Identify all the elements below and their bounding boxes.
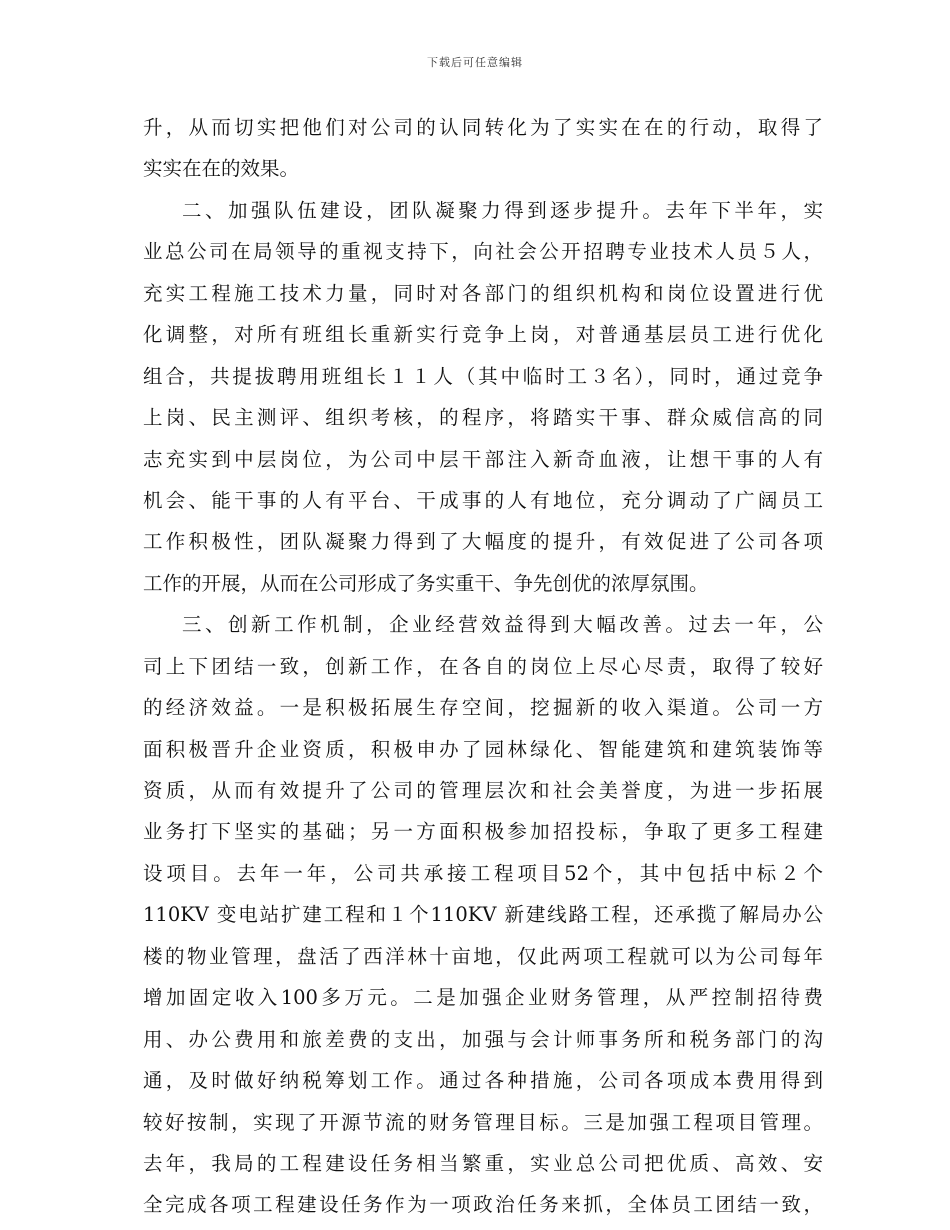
text-line: 较好按制，实现了开源节流的财务管理目标。三是加强工程项目管理。 bbox=[143, 1110, 823, 1134]
text-line: 增加固定收入100多万元。二是加强企业财务管理，从严控制招待费 bbox=[143, 986, 823, 1010]
text-line: 通，及时做好纳税筹划工作。通过各种措施，公司各项成本费用得到 bbox=[143, 1069, 823, 1093]
text-line: 工作积极性，团队凝聚力得到了大幅度的提升，有效促进了公司各项 bbox=[143, 530, 823, 554]
text-line: 升，从而切实把他们对公司的认同转化为了实实在在的行动，取得了 bbox=[143, 116, 823, 139]
paragraph-1 bbox=[143, 107, 823, 190]
text-line: 三、创新工作机制，企业经营效益得到大幅改善。过去一年，公 bbox=[182, 613, 823, 637]
text-line: 楼的物业管理，盘活了西洋林十亩地，仅此两项工程就可以为公司每年 bbox=[143, 944, 823, 968]
text-line: 的经济效益。一是积极拓展生存空间，挖掘新的收入渠道。公司一方 bbox=[143, 696, 823, 720]
document-body bbox=[143, 107, 823, 1226]
text-line: 全完成各项工程建设任务作为一项政治任务来抓，全体员工团结一致， bbox=[143, 1193, 823, 1217]
text-line: 司上下团结一致，创新工作，在各自的岗位上尽心尽责，取得了较好 bbox=[143, 654, 823, 678]
text-line: 充实工程施工技术力量，同时对各部门的组织机构和岗位设置进行优 bbox=[143, 281, 823, 305]
text-line: 机会、能干事的人有平台、干成事的人有地位，充分调动了广阔员工 bbox=[143, 488, 823, 512]
text-line: 资质，从而有效提升了公司的管理层次和社会美誉度，为进一步拓展 bbox=[143, 779, 823, 802]
text-line: 上岗、民主测评、组织考核，的程序，将踏实干事、群众威信高的同 bbox=[143, 406, 823, 430]
page-header: 下载后可任意编辑 bbox=[427, 56, 523, 69]
text-line: 化调整，对所有班组长重新实行竞争上岗，对普通基层员工进行优化 bbox=[143, 323, 823, 347]
text-line: 业务打下坚实的基础；另一方面积极参加招投标，争取了更多工程建 bbox=[143, 820, 823, 844]
paragraph-2 bbox=[143, 190, 823, 604]
text-line: 组合，共提拔聘用班组长１１人（其中临时工３名），同时，通过竞争 bbox=[143, 364, 823, 388]
text-line: 设项目。去年一年，公司共承接工程项目52个，其中包括中标２个 bbox=[143, 861, 823, 885]
text-line: 业总公司在局领导的重视支持下，向社会公开招聘专业技术人员５人， bbox=[143, 240, 823, 264]
text-line: 实实在在的效果。 bbox=[143, 157, 300, 181]
text-line: 志充实到中层岗位，为公司中层干部注入新奇血液，让想干事的人有 bbox=[143, 447, 823, 471]
text-line: 110KV 变电站扩建工程和１个110KV 新建线路工程，还承揽了解局办公 bbox=[143, 903, 823, 927]
text-line: 去年，我局的工程建设任务相当繁重，实业总公司把优质、高效、安 bbox=[143, 1151, 823, 1175]
text-line: 工作的开展，从而在公司形成了务实重干、争先创优的浓厚氛围。 bbox=[143, 571, 709, 595]
text-line: 二、加强队伍建设，团队凝聚力得到逐步提升。去年下半年，实 bbox=[182, 198, 823, 222]
text-line: 用、办公费用和旅差费的支出，加强与会计师事务所和税务部门的沟 bbox=[143, 1027, 823, 1051]
text-line: 面积极晋升企业资质，积极申办了园林绿化、智能建筑和建筑装饰等 bbox=[143, 737, 823, 761]
paragraph-3 bbox=[143, 604, 823, 1226]
